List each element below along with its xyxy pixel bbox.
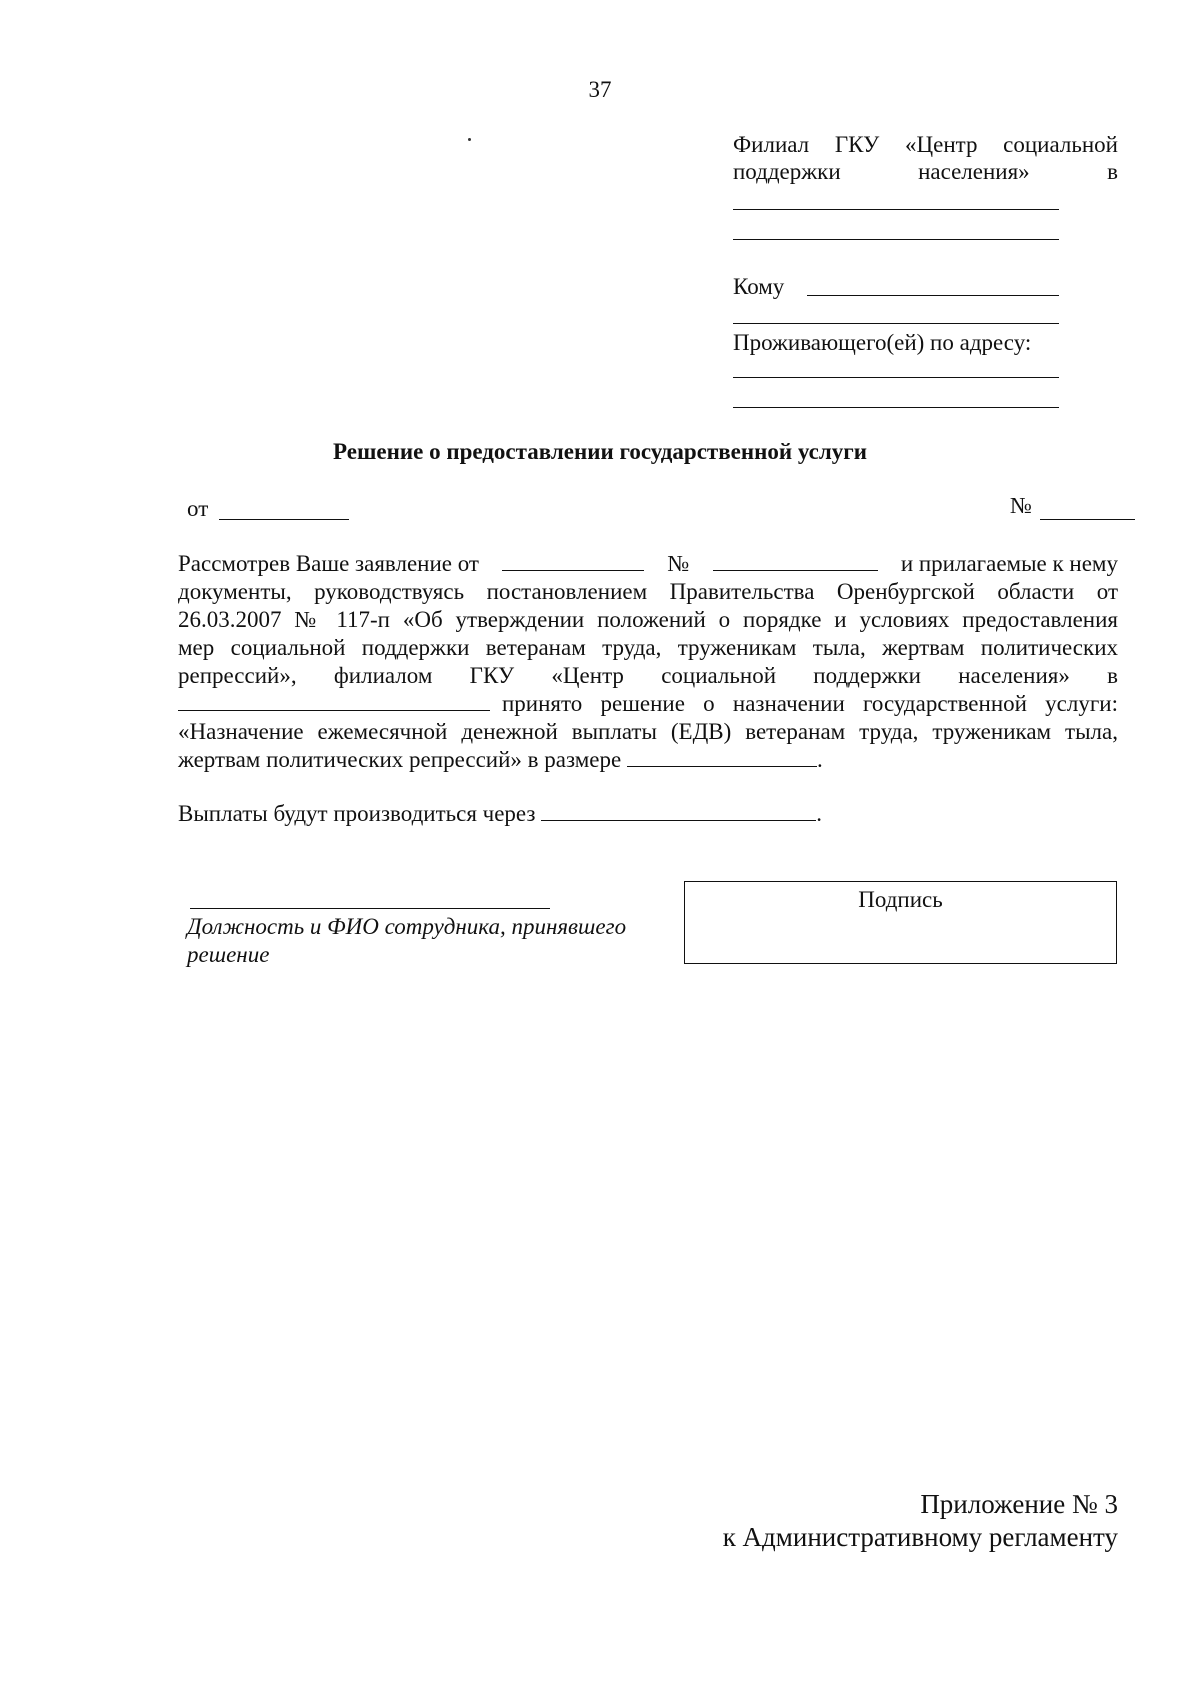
number-blank [1040, 519, 1135, 520]
to-label: Кому [733, 274, 785, 299]
addressee-blank-2 [733, 239, 1059, 240]
application-number-blank [713, 552, 878, 571]
body-line-1-c: и прилагаемые к нему [900, 551, 1118, 576]
page-number: 37 [588, 77, 612, 102]
payments-line [178, 800, 822, 828]
body-line-1-b: № [667, 551, 690, 576]
position-label-line-1: Должность и ФИО сотрудника, принявшего [187, 914, 627, 939]
addressee-blank-1 [733, 209, 1059, 210]
number-label: № [1010, 493, 1032, 518]
body-line-5: репрессий», филиалом ГКУ «Центр социальной поддержки населения» в [178, 663, 1118, 688]
signature-label: Подпись [858, 887, 943, 912]
application-date-blank [502, 552, 644, 571]
addressee-line-1: Филиал ГКУ «Центр социальной [733, 132, 1118, 157]
addressee-line-2 [733, 158, 1118, 185]
body-line-3: 26.03.2007 № 117-п «Об утверждении положений о порядке и условиях предоставления [178, 607, 1118, 632]
branch-blank [178, 692, 490, 711]
residing-label: Проживающего(ей) по адресу: [733, 330, 1032, 355]
document-title: Решение о предоставлении государственной услуги [333, 439, 867, 464]
addressee-word-3: в [1107, 159, 1118, 184]
body-line-7: «Назначение ежемесячной денежной выплаты (ЕДВ) ветеранам труда, труженикам тыла, [178, 719, 1118, 744]
payments-blank [541, 802, 816, 821]
body-line-8-end: . [816, 747, 823, 772]
annex-line-1: Приложение № 3 [920, 1489, 1118, 1519]
payments-label: Выплаты будут производиться через [178, 801, 536, 826]
scan-dot [468, 138, 471, 141]
address-blank-2 [733, 407, 1059, 408]
body-line-6 [178, 690, 1118, 718]
position-blank [190, 908, 550, 909]
body-line-8-text: жертвам политических репрессий» в размере [178, 747, 622, 772]
to-blank [807, 295, 1059, 296]
to-blank-2 [733, 323, 1059, 324]
body-line-1 [178, 550, 1118, 578]
addressee-word-1: поддержки [733, 159, 841, 184]
position-label-line-2: решение [187, 942, 270, 967]
annex-line-2: к Административному регламенту [722, 1522, 1118, 1552]
body-line-1-a: Рассмотрев Ваше заявление от [178, 551, 479, 576]
body-line-6-text: принято решение о назначении государственной услуги: [502, 691, 1118, 716]
body-line-2: документы, руководствуясь постановлением Правительства Оренбургской области от [178, 579, 1118, 604]
payments-end: . [816, 801, 823, 826]
date-label: от [187, 496, 209, 521]
addressee-word-2: населения» [918, 159, 1030, 184]
date-blank [219, 519, 349, 520]
body-line-8 [178, 746, 823, 774]
address-blank-1 [733, 377, 1059, 378]
body-line-4: мер социальной поддержки ветеранам труда, труженикам тыла, жертвам политических [178, 635, 1118, 660]
signature-box [684, 881, 1117, 964]
amount-blank [627, 748, 817, 767]
